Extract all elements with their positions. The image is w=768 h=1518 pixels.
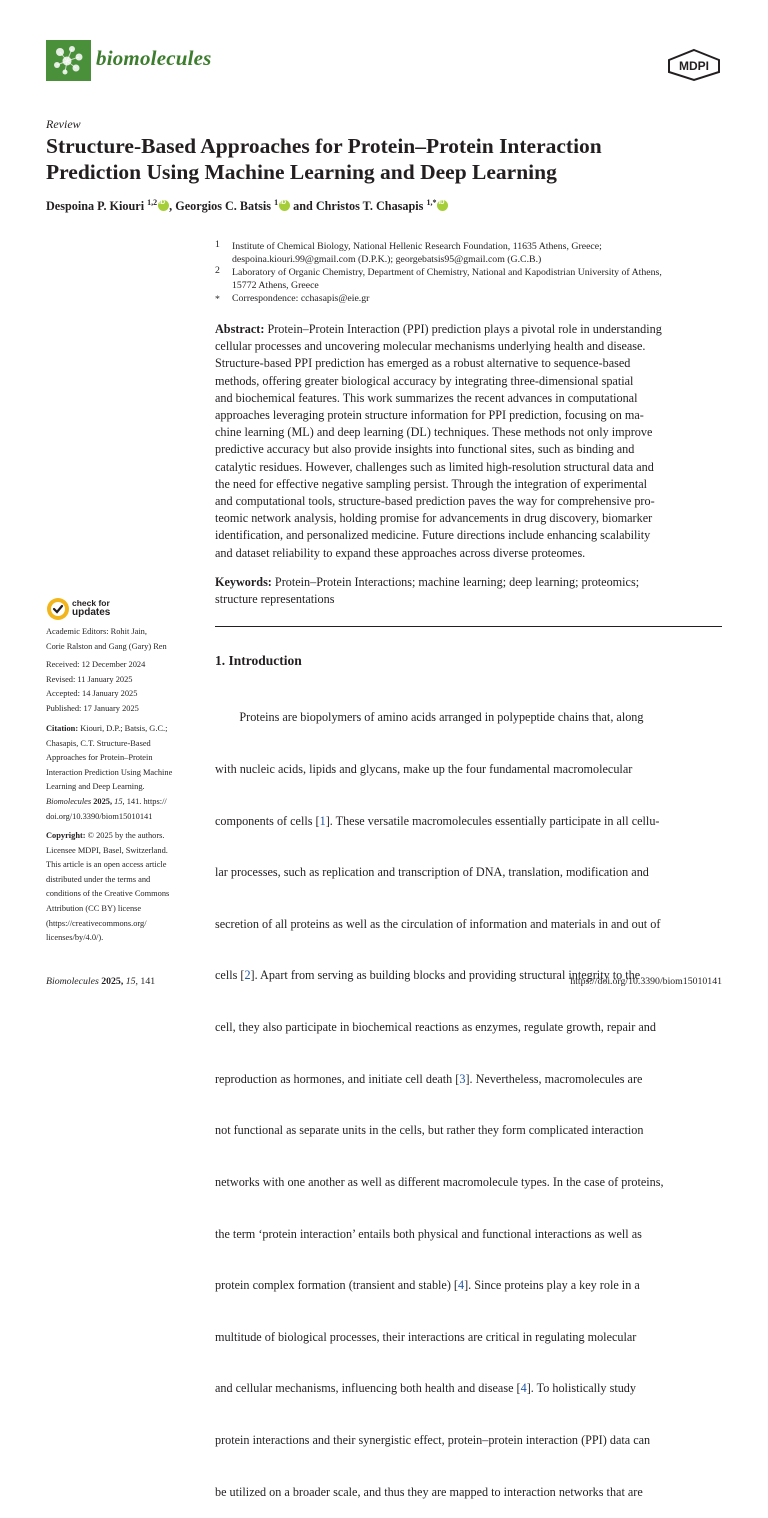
intro-text: ]. Nevertheless, macromolecules are [465, 1071, 643, 1086]
citation-year: 2025, [91, 796, 115, 806]
author-name[interactable]: Despoina P. Kiouri [46, 199, 145, 213]
reference-link[interactable]: 4 [520, 1381, 527, 1396]
intro-line [215, 1122, 722, 1139]
correspondence [232, 292, 732, 305]
intro-text: Proteins are biopolymers of amino acids arranged in polypeptide chains that, along [215, 710, 644, 725]
citation-line: Kiouri, D.P.; Batsis, G.C.; [78, 724, 168, 733]
check-updates-icon [46, 597, 70, 621]
intro-line [215, 1277, 722, 1294]
sidebar-line: Corie Ralston and Gang (Gary) Ren [46, 641, 167, 651]
citation-block [46, 722, 211, 824]
citation-line: Interaction Prediction Using Machine [46, 767, 173, 777]
affiliation-2 [232, 266, 732, 292]
keywords-line: structure representations [215, 592, 335, 607]
abstract-line: approaches leveraging protein structure information for PPI prediction, focusing on ma- [215, 408, 644, 423]
affiliation-1 [232, 240, 732, 266]
copyright-line: © 2025 by the authors. [85, 831, 165, 840]
citation-label: Citation: [46, 724, 79, 733]
abstract-line: chine learning (ML) and deep learning (DL) techniques. These methods not only improve [215, 425, 653, 440]
author-separator: , [169, 199, 176, 213]
abstract [215, 321, 722, 562]
affiliation-mark: * [215, 294, 220, 305]
abstract-line: and biochemical features. This work summarizes the recent advances in computational [215, 390, 638, 405]
intro-line [215, 1019, 722, 1036]
affiliation-mark: 2 [215, 265, 220, 276]
affiliation-mark: 1 [215, 239, 220, 250]
intro-line [215, 1484, 722, 1501]
citation-doi-link[interactable]: doi.org/10.3390/biom15010141 [46, 811, 153, 821]
keywords [215, 574, 722, 608]
abstract-line: predictive accuracy but also provide insights into functional sites, such as binding and [215, 442, 635, 457]
footer-citation [46, 976, 155, 987]
intro-text: lar processes, such as replication and transcription of DNA, translation, modification and [215, 865, 649, 880]
intro-line [215, 916, 722, 933]
orcid-icon[interactable] [158, 200, 169, 211]
copyright-block [46, 829, 211, 946]
academic-editors [46, 625, 206, 654]
abstract-line: and computational tools, structure-based prediction paves the way for comprehensive pro- [215, 494, 655, 509]
intro-text: ]. These versatile macromolecules essentially participate in all cellu- [325, 813, 660, 828]
copyright-line: This article is an open access article [46, 860, 167, 870]
citation-volume: 15 [114, 796, 123, 806]
author-list [46, 199, 726, 214]
copyright-label: Copyright: [46, 831, 86, 840]
intro-line [215, 1432, 722, 1449]
footer-volume: 15 [125, 976, 136, 987]
intro-text: cell, they also participate in biochemical reactions as enzymes, regulate growth, repair and [215, 1020, 656, 1035]
intro-text: multitude of biological processes, their interactions are critical in regulating molecular [215, 1329, 637, 1344]
intro-line [215, 1380, 722, 1397]
section-heading: 1. Introduction [215, 653, 302, 668]
abstract-line: and dataset reliability to expand these approaches across diverse proteomes. [215, 545, 586, 560]
abstract-line: the need for effective negative sampling persist. Through the integration of experimental [215, 476, 648, 491]
intro-line [215, 1071, 722, 1088]
orcid-icon[interactable] [437, 200, 448, 211]
citation-journal: Biomolecules [46, 796, 92, 806]
intro-text: protein interactions and their synergistic effect, protein–protein interaction (PPI) data can [215, 1432, 651, 1447]
check-for-updates-button[interactable] [46, 597, 126, 623]
abstract-line: Structure-based PPI prediction has emerged as a robust alternative to sequence-based [215, 356, 631, 371]
date-revised: Revised: 11 January 2025 [46, 674, 133, 684]
intro-text: not functional as separate units in the cells, but rather they form complicated interaction [215, 1123, 644, 1138]
intro-text: secretion of all proteins as well as the circulation of information and materials in and out of [215, 916, 661, 931]
intro-text: the term ‘protein interaction’ entails both physical and functional interactions as well as [215, 1226, 642, 1241]
reference-link[interactable]: 2 [244, 968, 251, 983]
footer-pages: , 141 [135, 976, 156, 987]
intro-text: with nucleic acids, lipids and glycans, make up the four fundamental macromolecular [215, 762, 633, 777]
copyright-line: Licensee MDPI, Basel, Switzerland. [46, 845, 168, 855]
check-updates-label: check for [72, 598, 110, 608]
mdpi-logo-text: MDPI [679, 59, 709, 73]
citation-line: Chasapis, C.T. Structure-Based [46, 738, 151, 748]
journal-name[interactable]: biomolecules [96, 46, 212, 70]
title-line-2: Prediction Using Machine Learning and Deep Learning [46, 160, 557, 184]
sidebar-line: Academic Editors: Rohit Jain, [46, 627, 147, 636]
intro-line [215, 864, 722, 881]
citation-pages[interactable]: , 141. https:// [122, 796, 167, 806]
copyright-line: distributed under the terms and [46, 874, 151, 884]
citation-line: Approaches for Protein–Protein [46, 753, 153, 763]
section-divider [215, 626, 722, 627]
author-affiliation-mark: 1 [274, 197, 279, 207]
check-updates-label: updates [72, 607, 111, 618]
intro-text: cells [ [215, 968, 245, 983]
abstract-line: Protein–Protein Interaction (PPI) prediction plays a pivotal role in understanding [264, 322, 662, 336]
intro-line [215, 761, 722, 778]
footer-journal: Biomolecules [46, 976, 99, 987]
intro-line [215, 1226, 722, 1243]
footer-year: 2025, [98, 976, 126, 987]
journal-logo-icon [46, 40, 91, 81]
publication-dates [46, 658, 206, 716]
intro-line [215, 813, 722, 830]
orcid-icon[interactable] [279, 200, 290, 211]
abstract-label: Abstract: [215, 322, 265, 336]
intro-text: ]. Apart from serving as building blocks and providing structural integrity to the [250, 968, 641, 983]
abstract-line: teomic network analysis, holding promise for advancements in drug discovery, biomarker [215, 511, 653, 526]
keywords-label: Keywords: [215, 575, 272, 589]
intro-text: be utilized on a broader scale, and thus they are mapped to interaction networks that are [215, 1484, 643, 1499]
license-link[interactable]: licenses/by/4.0/). [46, 933, 104, 943]
affiliation-line: despoina.kiouri.99@gmail.com (D.P.K.); georgebatsis95@gmail.com (G.C.B.) [232, 254, 542, 265]
intro-text: reproduction as hormones, and initiate cell death [ [215, 1071, 460, 1086]
date-accepted: Accepted: 14 January 2025 [46, 689, 138, 699]
citation-line: Learning and Deep Learning. [46, 782, 145, 792]
abstract-line: catalytic residues. However, challenges such as limited high-resolution structural data and [215, 459, 654, 474]
introduction-body [215, 675, 722, 1518]
date-received: Received: 12 December 2024 [46, 660, 146, 669]
author-affiliation-mark: 1,* [426, 197, 437, 207]
intro-text: and cellular mechanisms, influencing both health and disease [ [215, 1381, 521, 1396]
author-affiliation-mark: 1,2 [147, 197, 158, 207]
footer-doi-link[interactable]: https://doi.org/10.3390/biom15010141 [570, 976, 722, 987]
affiliation-line: Laboratory of Organic Chemistry, Department of Chemistry, National and Kapodistrian University of Athens, [232, 267, 662, 278]
intro-text: ]. To holistically study [526, 1381, 636, 1396]
author-name[interactable]: Georgios C. Batsis [175, 199, 272, 213]
date-published: Published: 17 January 2025 [46, 703, 139, 713]
affiliation-line: Correspondence: cchasapis@eie.gr [232, 293, 370, 304]
intro-text: networks with one another as well as different macromolecule types. In the case of proteins, [215, 1174, 664, 1189]
keywords-line: Protein–Protein Interactions; machine learning; deep learning; proteomics; [271, 575, 640, 589]
article-title [46, 133, 726, 185]
copyright-line: Attribution (CC BY) license [46, 903, 142, 913]
reference-link[interactable]: 3 [459, 1071, 466, 1086]
license-link[interactable]: (https://creativecommons.org/ [46, 918, 147, 928]
title-line-1: Structure-Based Approaches for Protein–Protein Interaction [46, 134, 602, 158]
reference-link[interactable]: 4 [458, 1278, 465, 1293]
abstract-line: identification, and personalized medicine. Future directions include enhancing scalability [215, 528, 651, 543]
intro-line [215, 1329, 722, 1346]
intro-text: ]. Since proteins play a key role in a [464, 1278, 640, 1293]
abstract-line: cellular processes and uncovering molecular mechanisms underlying health and disease. [215, 339, 646, 354]
author-separator: and [290, 199, 316, 213]
article-type: Review [46, 117, 81, 131]
intro-text: protein complex formation (transient and stable) [ [215, 1278, 458, 1293]
intro-text: components of cells [ [215, 813, 320, 828]
author-name[interactable]: Christos T. Chasapis [315, 199, 424, 213]
reference-link[interactable]: 1 [319, 813, 326, 828]
copyright-line: conditions of the Creative Commons [46, 889, 170, 899]
mdpi-logo[interactable] [666, 48, 722, 82]
intro-line [215, 1174, 722, 1191]
affiliation-line: 15772 Athens, Greece [232, 280, 319, 291]
intro-line [215, 709, 722, 726]
affiliation-line: Institute of Chemical Biology, National Hellenic Research Foundation, 11635 Athens, Greece; [232, 241, 602, 252]
abstract-line: methods, offering greater biological accuracy by integrating three-dimensional spatial [215, 373, 634, 388]
